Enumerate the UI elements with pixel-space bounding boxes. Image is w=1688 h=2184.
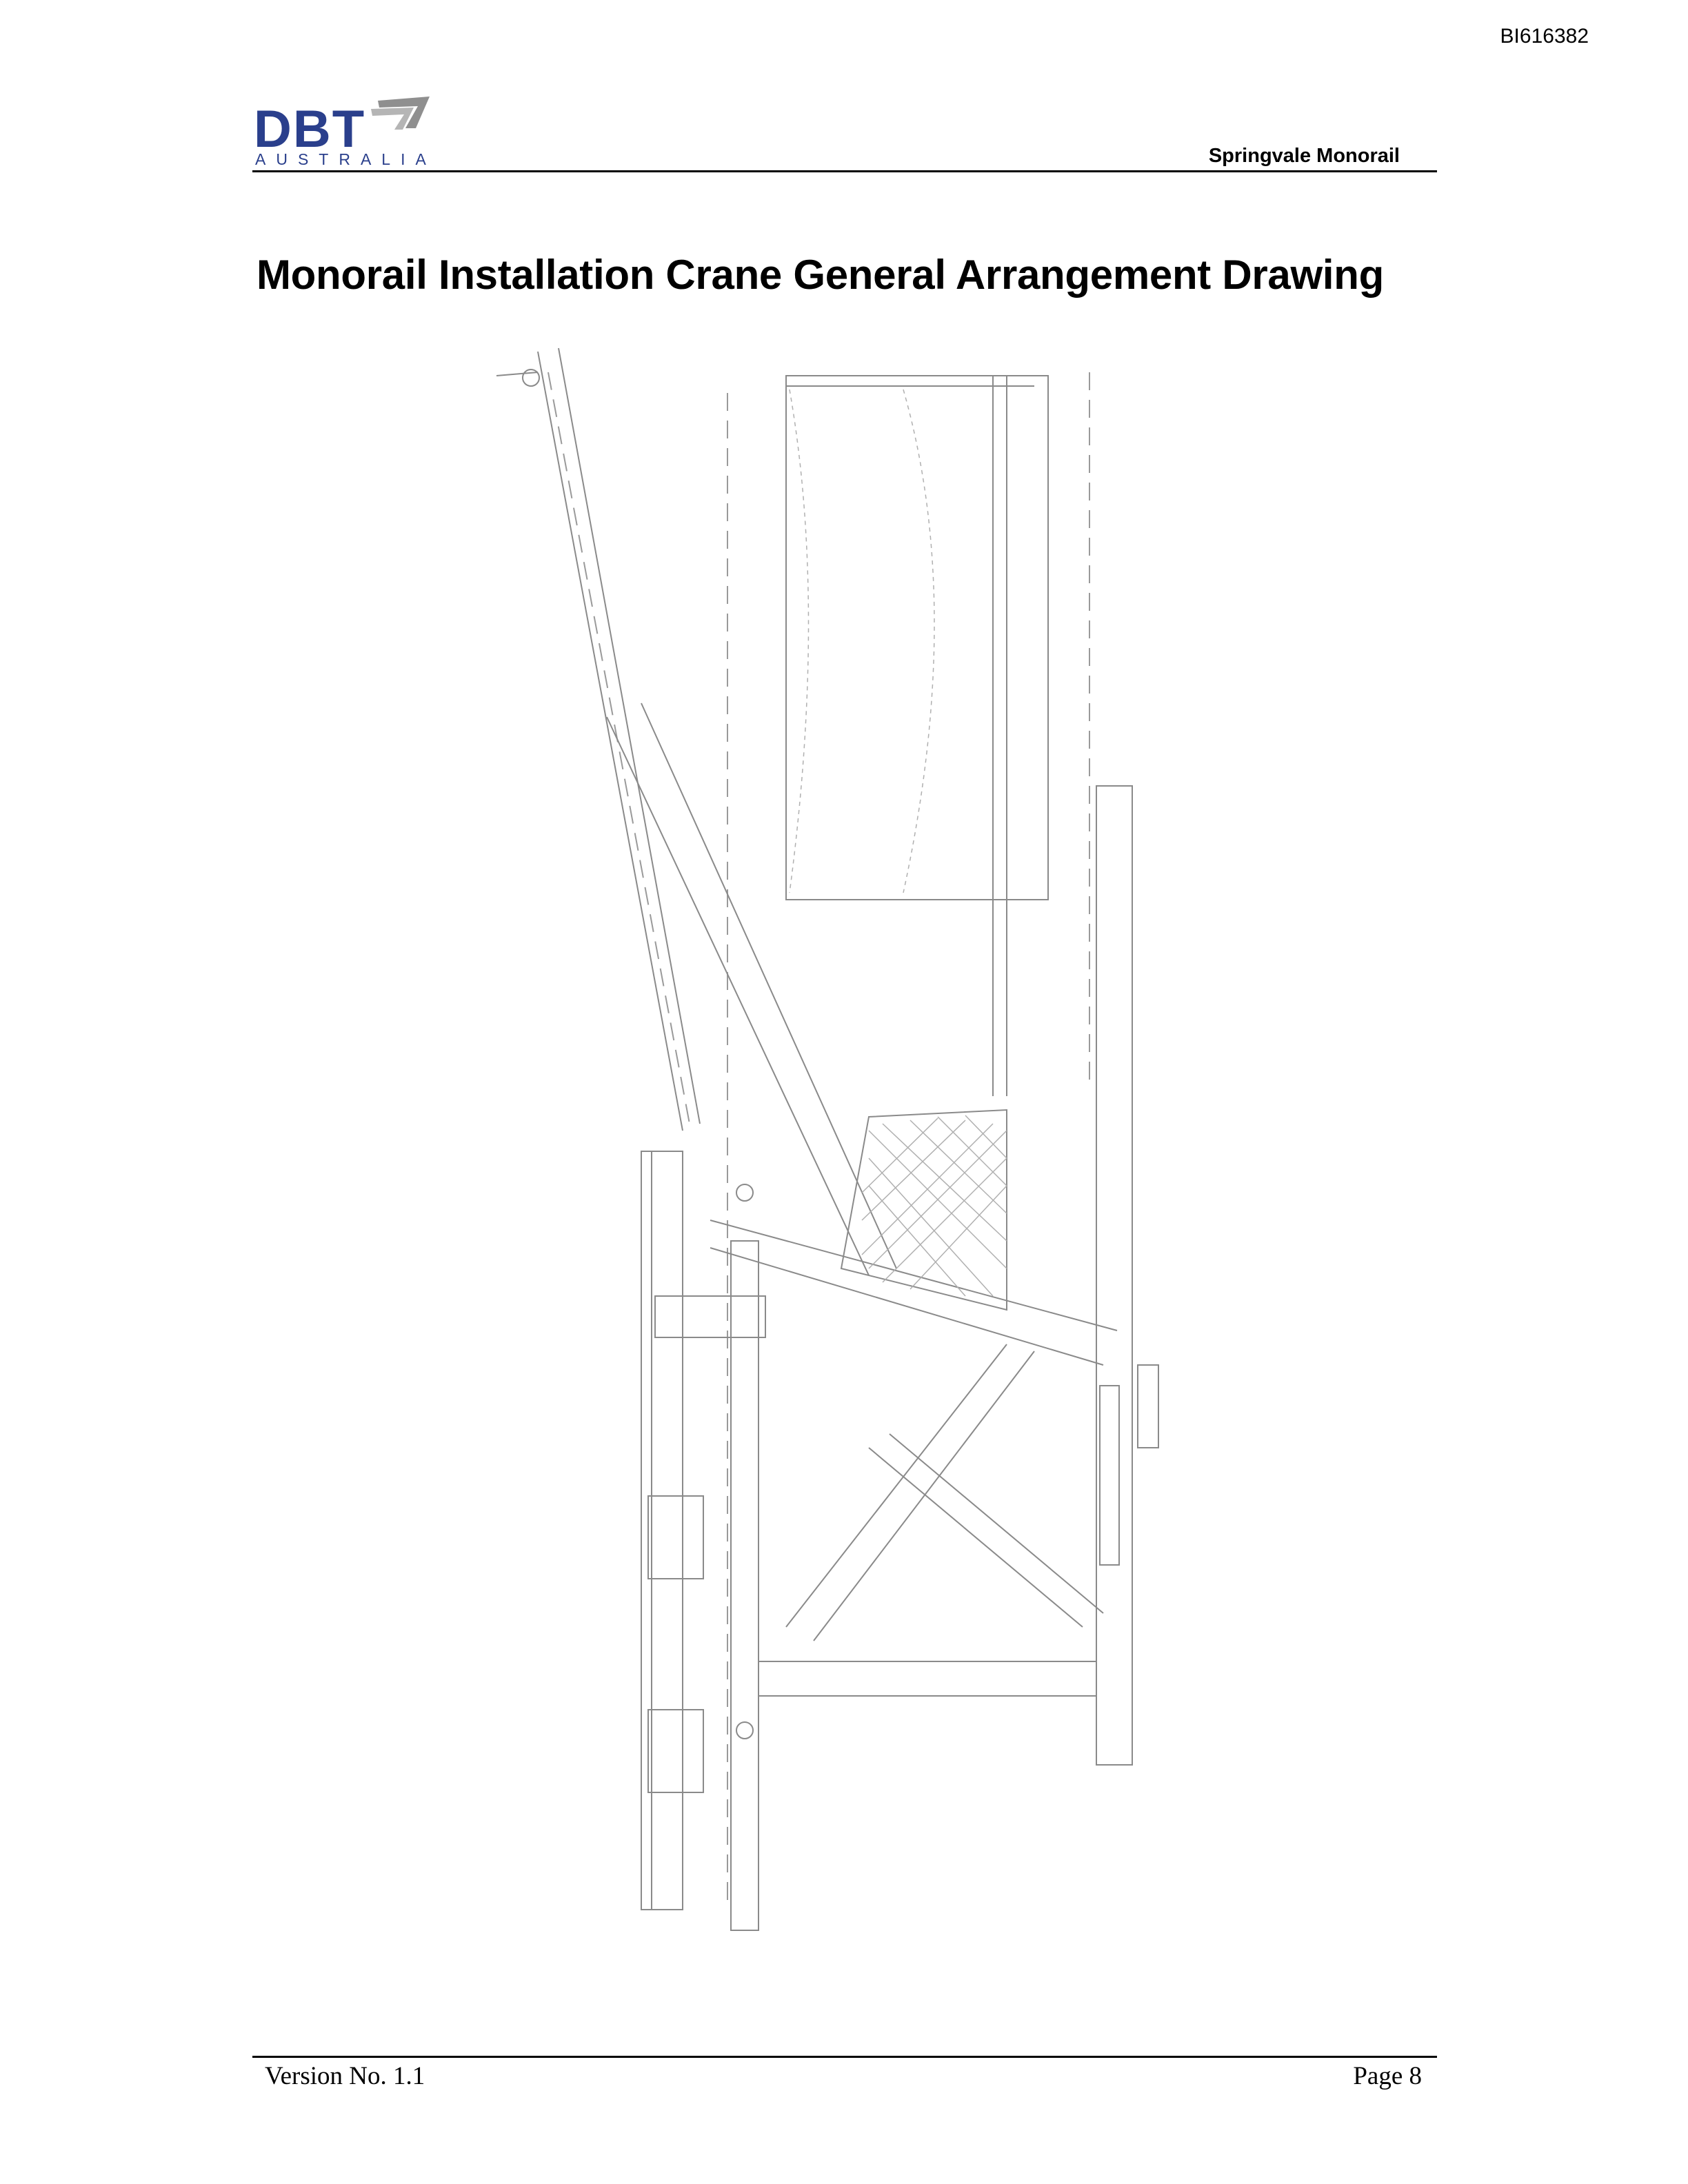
mesh-basket (841, 1110, 1007, 1310)
footer-version: Version No. 1.1 (265, 2062, 425, 2090)
footer-divider (252, 2056, 1437, 2058)
crane-arrangement-drawing (483, 331, 1207, 1958)
top-cage (786, 372, 1089, 1096)
vertical-mast (641, 393, 727, 1910)
footer-page-number: Page 8 (1353, 2062, 1422, 2090)
company-logo (254, 94, 436, 170)
header-divider (252, 170, 1437, 172)
logo-chevron-icon (364, 94, 440, 142)
page-title: Monorail Installation Crane General Arrangement Drawing (257, 252, 1384, 298)
logo-wordmark: DBT (254, 100, 366, 159)
right-column (1096, 786, 1158, 1765)
document-id: BI616382 (1500, 25, 1589, 48)
header-project-name: Springvale Monorail (1208, 145, 1400, 167)
logo-subtitle: AUSTRALIA (255, 150, 436, 168)
tilted-boom (496, 348, 700, 1131)
